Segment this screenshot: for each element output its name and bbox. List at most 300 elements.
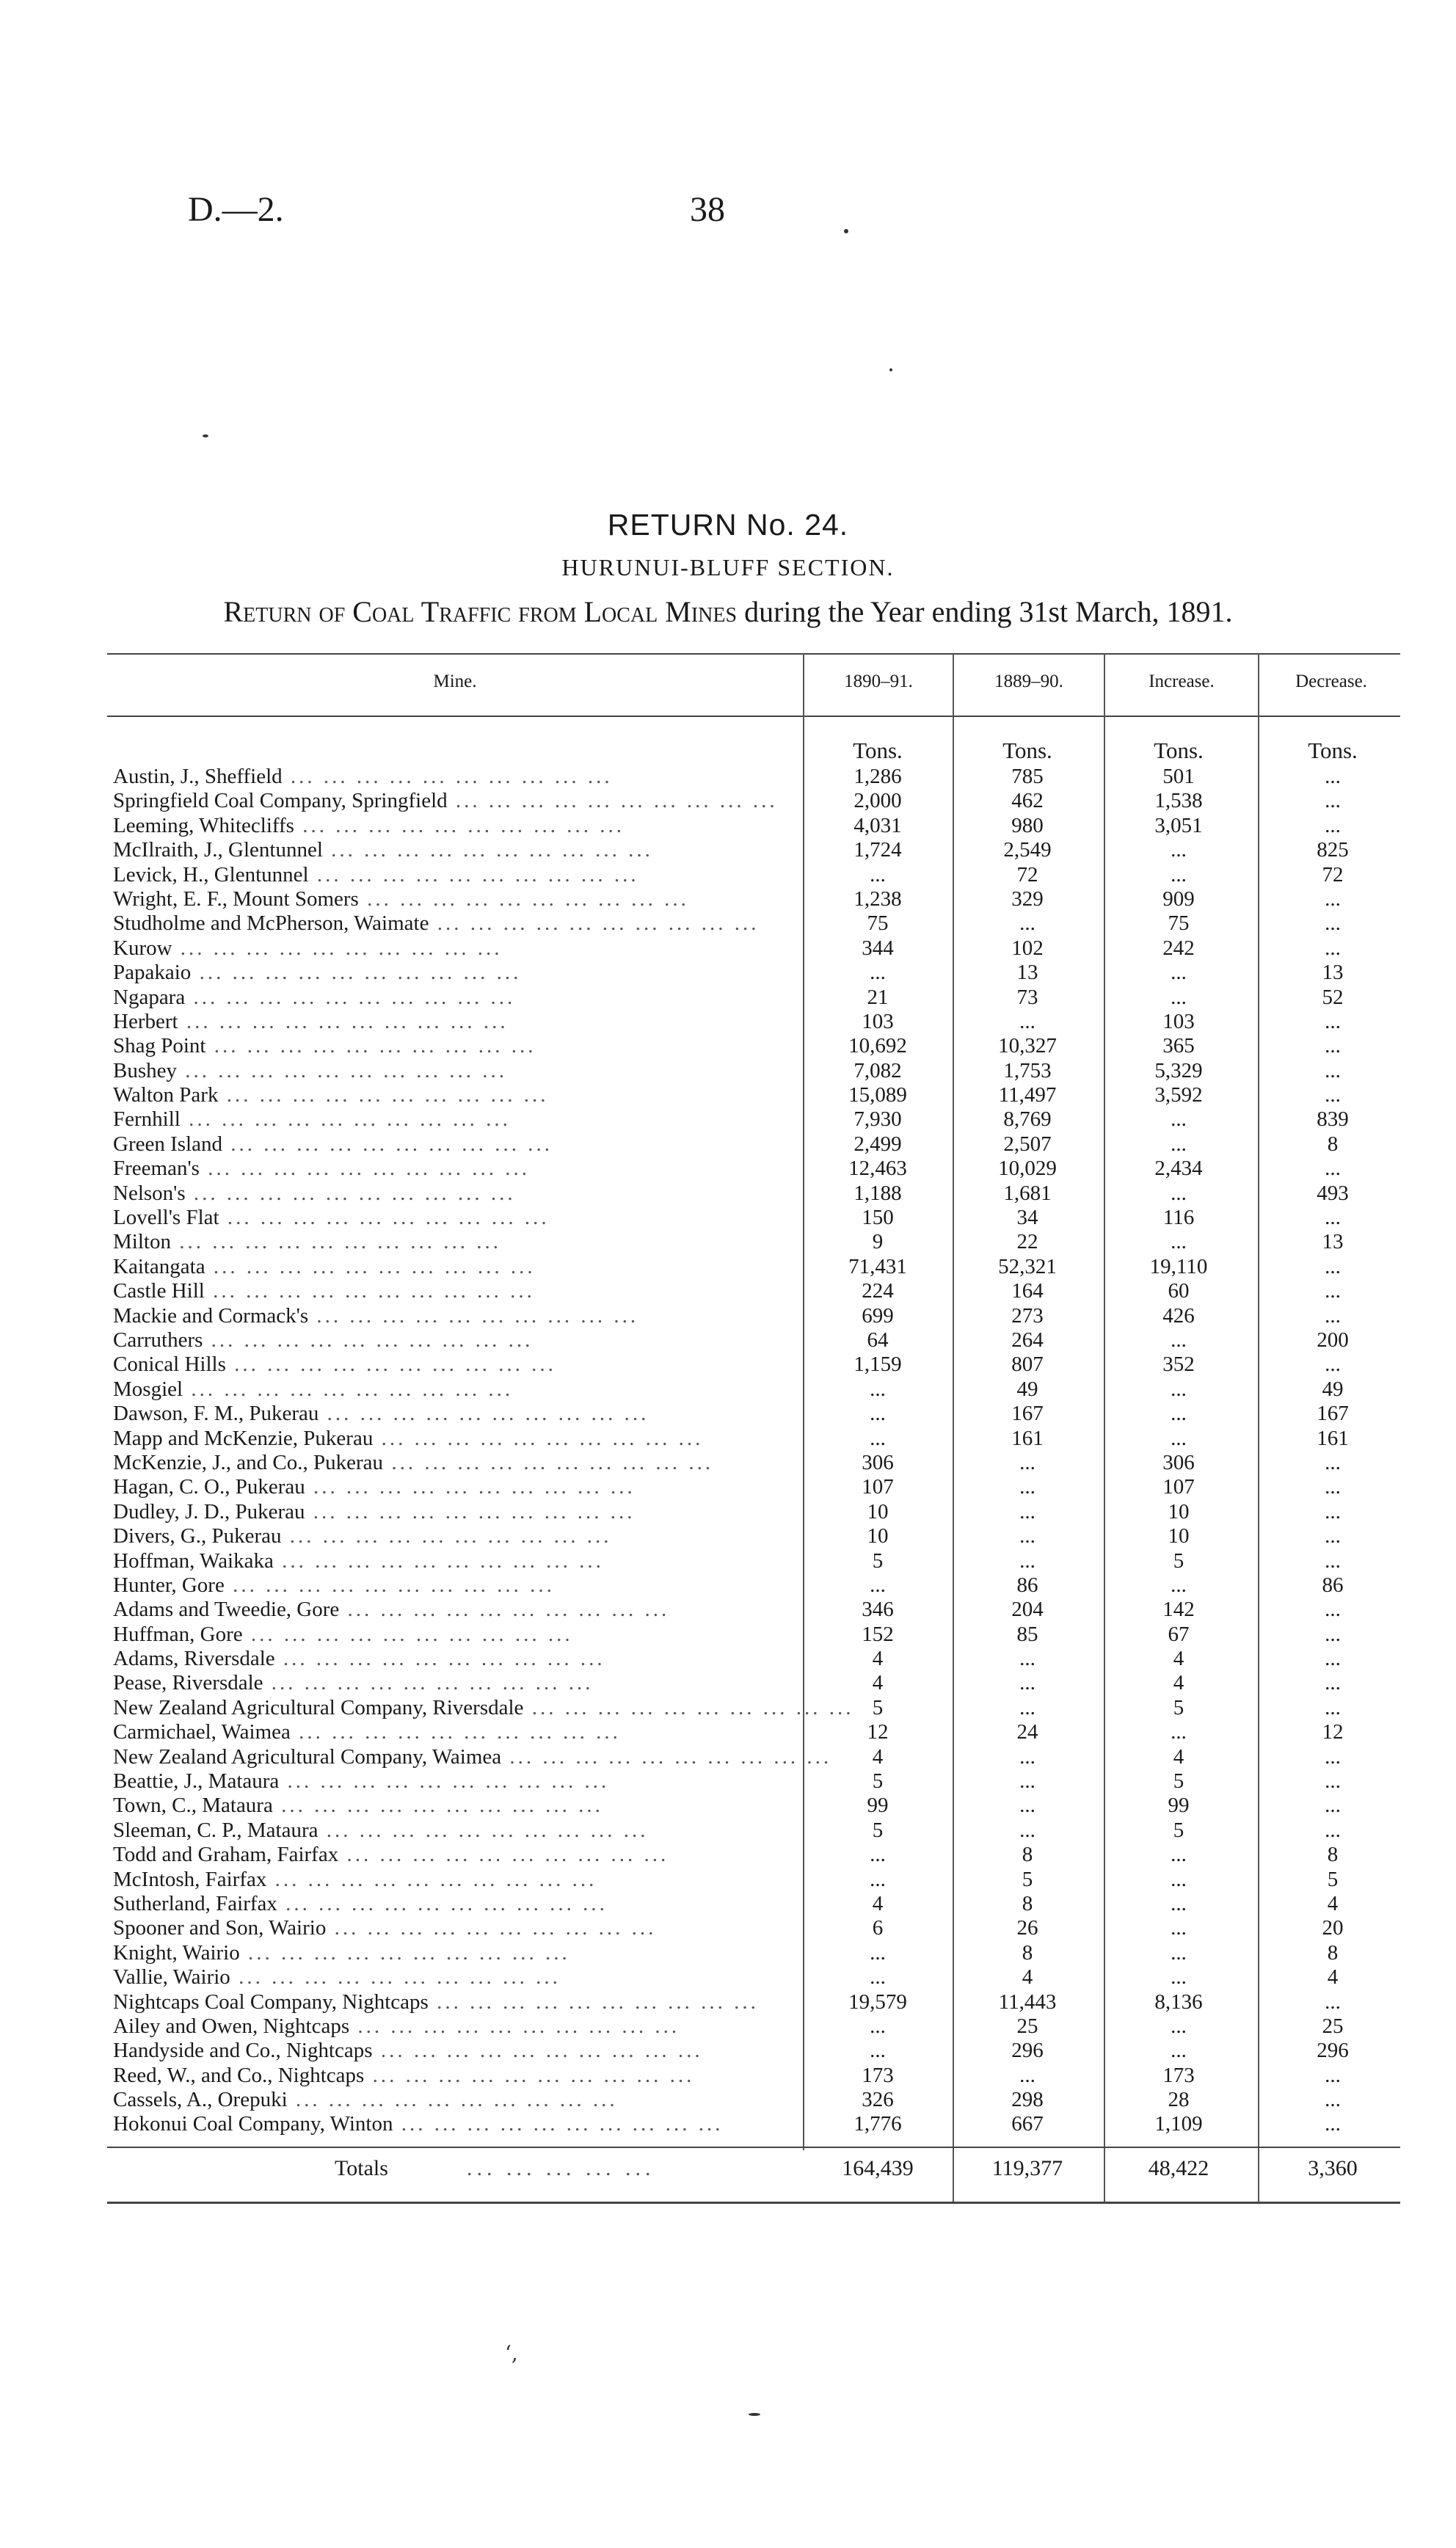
mine-name-text: Walton Park (113, 1083, 219, 1107)
cell-1889-90: ... (1019, 1524, 1035, 1548)
mine-name (113, 1965, 803, 1990)
section-title: HURUNUI-BLUFF SECTION. (561, 554, 895, 580)
return-title: RETURN No. 24. (607, 508, 849, 542)
leader-dots: ... ... ... ... ... ... ... ... ... ... (501, 1744, 832, 1769)
cell-1890-91: 99 (867, 1794, 889, 1818)
cell-decrease: ... (1325, 936, 1341, 960)
cell-1889-90: 2,549 (1003, 838, 1052, 862)
leader-dots: ... ... ... ... ... ... ... ... ... ... (180, 1107, 511, 1132)
leader-dots: ... ... ... ... ... ... ... ... ... ... (170, 1230, 501, 1254)
cell-1889-90: ... (1019, 1794, 1035, 1818)
mine-name (113, 1647, 803, 1671)
cell-decrease: 8 (1327, 1132, 1339, 1156)
mine-name-text: Bushey (113, 1058, 177, 1082)
table-row (107, 1059, 1400, 1083)
cell-1890-91: 5 (872, 1548, 884, 1573)
cell-decrease: 825 (1317, 838, 1349, 862)
mine-name (113, 911, 803, 936)
table-row (107, 1573, 1400, 1598)
leader-dots: ... ... ... ... ... ... ... ... ... ... (429, 911, 760, 936)
cell-1889-90: 10,327 (998, 1034, 1057, 1058)
leader-dots: ... ... ... ... ... ... ... ... ... ... (318, 1818, 649, 1842)
cell-1889-90: 34 (1016, 1206, 1038, 1230)
cell-increase: ... (1171, 2039, 1187, 2063)
print-speck (844, 229, 848, 233)
cell-increase: ... (1171, 961, 1187, 985)
cell-1889-90: ... (1019, 911, 1035, 936)
mine-name-text: Hagan, C. O., Pukerau (113, 1475, 305, 1499)
cell-1889-90: 10,029 (998, 1157, 1057, 1181)
mine-name-text: Austin, J., Sheffield (113, 765, 283, 788)
cell-1889-90: ... (1019, 1818, 1035, 1842)
cell-1889-90: ... (1019, 1769, 1035, 1794)
cell-1890-91: ... (870, 961, 886, 985)
mine-name (113, 2039, 803, 2063)
leader-dots: ... ... ... ... ... ... ... ... ... ... (205, 1034, 536, 1058)
totals-row (107, 2154, 1400, 2183)
mine-name-text: Divers, G., Pukerau (113, 1524, 282, 1548)
mine-name (113, 1230, 803, 1254)
totals-top-rule (107, 2147, 1400, 2148)
cell-increase: ... (1171, 1940, 1187, 1965)
mine-name-text: Cassels, A., Orepuki (113, 2088, 288, 2112)
leader-dots: ... ... ... ... ... ... ... ... ... ... (224, 1573, 555, 1597)
table-row (107, 814, 1400, 838)
table-row (107, 1377, 1400, 1402)
mine-name (113, 1744, 832, 1769)
mine-name-text: Milton (113, 1230, 171, 1254)
cell-1890-91: 150 (862, 1206, 894, 1230)
cell-1889-90: 25 (1016, 2014, 1038, 2038)
cell-increase: 242 (1162, 936, 1195, 960)
unit-label: Tons. (1308, 738, 1358, 763)
leader-dots: ... ... ... ... ... ... ... ... ... ... (274, 1647, 605, 1671)
cell-1890-91: ... (870, 1377, 886, 1401)
leader-dots: ... ... ... ... ... ... ... ... ... ... (178, 1009, 509, 1033)
cell-1889-90: 167 (1011, 1402, 1044, 1426)
mine-name (113, 1598, 803, 1622)
mine-name-text: Mosgiel (113, 1377, 183, 1401)
cell-1889-90: ... (1019, 1548, 1035, 1573)
col-header-mine: Mine. (433, 671, 477, 691)
cell-increase: ... (1171, 1107, 1187, 1132)
mine-name (113, 1377, 803, 1402)
mine-name (113, 1182, 803, 1206)
mine-name (113, 1034, 803, 1058)
cell-increase: 107 (1162, 1475, 1195, 1499)
cell-1890-91: 306 (862, 1450, 894, 1474)
leader-dots: ... ... ... ... ... ... ... ... ... ... (191, 961, 522, 985)
table-row (107, 1132, 1400, 1157)
cell-1889-90: 26 (1016, 1916, 1038, 1940)
mine-name (113, 1328, 803, 1353)
mine-name-text: Papakaio (113, 961, 192, 985)
cell-increase: 1,109 (1154, 2112, 1203, 2136)
leader-dots: ... ... ... ... ... ... ... ... ... ... (222, 1132, 553, 1156)
cell-1889-90: 24 (1016, 1720, 1038, 1744)
mine-name-text: Freeman's (113, 1157, 200, 1181)
cell-1890-91: 103 (862, 1009, 894, 1033)
caption-prefix: Return of Coal Traffic from Local Mines (223, 595, 738, 628)
mine-name (113, 1083, 803, 1107)
cell-increase: 8,136 (1154, 1990, 1203, 2014)
cell-increase: 10 (1168, 1499, 1190, 1524)
cell-increase: 103 (1162, 1009, 1195, 1033)
mine-name-text: Sutherland, Fairfax (113, 1891, 277, 1915)
cell-increase: 67 (1168, 1622, 1190, 1646)
cell-1889-90: 1,681 (1003, 1181, 1052, 1205)
cell-decrease: ... (1325, 2088, 1341, 2112)
cell-increase: 5,329 (1154, 1058, 1203, 1082)
table-row (107, 1427, 1400, 1451)
cell-increase: ... (1171, 1426, 1187, 1450)
print-speck (889, 368, 892, 371)
page-number: 38 (690, 190, 725, 229)
cell-1890-91: ... (870, 1940, 886, 1965)
leader-dots: ... ... ... ... ... ... ... ... ... ... (372, 2039, 703, 2063)
mine-name-text: Conical Hills (113, 1353, 226, 1377)
cell-1889-90: 1,753 (1003, 1058, 1052, 1082)
table-caption (0, 594, 1456, 629)
mine-name (113, 1059, 803, 1083)
cell-1890-91: 173 (862, 2063, 894, 2087)
cell-1890-91: 21 (867, 985, 889, 1009)
cell-increase: 5 (1173, 1695, 1184, 1719)
mine-name-text: Hoffman, Waikaka (113, 1548, 274, 1573)
cell-1890-91: 4 (872, 1891, 884, 1915)
table-row (107, 1745, 1400, 1769)
leader-dots: ... ... ... ... ... ... ... ... ... ... (373, 1426, 704, 1450)
table-row (107, 2039, 1400, 2063)
mine-name-text: Studholme and McPherson, Waimate (113, 911, 429, 936)
cell-1890-91: 1,188 (853, 1181, 902, 1205)
leader-dots: ... ... ... ... ... ... ... ... ... ... (305, 1499, 636, 1524)
table-row (107, 1696, 1400, 1720)
cell-1890-91: ... (870, 1402, 886, 1426)
cell-1890-91: 4 (872, 1647, 884, 1671)
cell-1889-90: ... (1019, 1499, 1035, 1524)
cell-decrease: ... (1325, 1254, 1341, 1278)
cell-increase: 116 (1162, 1206, 1195, 1230)
cell-increase: ... (1171, 1132, 1187, 1156)
mine-name-text: Hokonui Coal Company, Winton (113, 2112, 393, 2136)
mine-name (113, 765, 803, 789)
cell-increase: 2,434 (1154, 1157, 1203, 1181)
mine-name-text: Lovell's Flat (113, 1206, 219, 1230)
cell-decrease: ... (1325, 1034, 1341, 1058)
mine-name (113, 1549, 803, 1573)
table-row (107, 1107, 1400, 1132)
mine-name (113, 1132, 803, 1157)
cell-1890-91: 1,776 (853, 2112, 902, 2136)
table-row (107, 961, 1400, 985)
cell-decrease: ... (1325, 1794, 1341, 1818)
cell-1889-90: 11,497 (998, 1083, 1057, 1107)
table-row (107, 1868, 1400, 1892)
mine-name-text: Green Island (113, 1132, 222, 1156)
cell-1889-90: 5 (1022, 1867, 1033, 1891)
mine-name-text: Herbert (113, 1009, 178, 1033)
mine-name-text: Pease, Riversdale (113, 1671, 263, 1695)
cell-increase: 3,592 (1154, 1083, 1203, 1107)
table-row (107, 1990, 1400, 2014)
cell-decrease: ... (1325, 1303, 1341, 1328)
mine-name (113, 1843, 803, 1867)
mine-name-text: Ngapara (113, 985, 186, 1009)
cell-1889-90: 52,321 (998, 1254, 1057, 1278)
table-row (107, 789, 1400, 813)
table-row (107, 1451, 1400, 1475)
cell-decrease: ... (1325, 1695, 1341, 1719)
mine-name (113, 1157, 803, 1181)
cell-increase: 3,051 (1154, 813, 1203, 837)
mine-name (113, 1524, 803, 1548)
table-row (107, 765, 1400, 789)
cell-1890-91: 1,238 (853, 887, 902, 911)
mine-name (113, 1353, 803, 1377)
cell-1889-90: ... (1019, 1695, 1035, 1719)
mine-name (113, 1671, 803, 1695)
cell-decrease: 4 (1327, 1965, 1339, 1990)
cell-1890-91: 4,031 (853, 813, 902, 837)
cell-decrease: ... (1325, 1671, 1341, 1695)
mine-name-text: Dawson, F. M., Pukerau (113, 1402, 319, 1426)
cell-increase: 60 (1168, 1279, 1190, 1303)
cell-decrease: 13 (1322, 961, 1344, 985)
cell-1889-90: 785 (1011, 765, 1044, 788)
cell-decrease: ... (1325, 1353, 1341, 1377)
mine-name-text: Knight, Wairio (113, 1940, 240, 1965)
cell-1889-90: 11,443 (998, 1990, 1057, 2014)
table-row (107, 1819, 1400, 1843)
cell-1889-90: 8 (1022, 1940, 1033, 1965)
cell-1890-91: 5 (872, 1769, 884, 1794)
print-mark: ‘, (505, 2341, 518, 2365)
mine-name-text: New Zealand Agricultural Company, Waimea (113, 1744, 502, 1769)
caption-suffix: during the Year ending 31st March, 1891. (744, 595, 1233, 628)
cell-1889-90: ... (1019, 2063, 1035, 2087)
total-increase: 48,422 (1148, 2156, 1209, 2180)
table-row (107, 1279, 1400, 1303)
mine-name-text: Levick, H., Glentunnel (113, 862, 309, 887)
cell-increase: 909 (1162, 887, 1195, 911)
cell-decrease: ... (1325, 1475, 1341, 1499)
leader-dots: ... ... ... ... ... ... ... ... ... ... (305, 1475, 636, 1499)
cell-1890-91: 2,000 (853, 789, 902, 813)
mine-name-text: Ailey and Owen, Nightcaps (113, 2014, 350, 2038)
mine-name (113, 838, 803, 862)
table-row (107, 1500, 1400, 1524)
mine-name (113, 1941, 803, 1965)
leader-dots: ... ... ... ... ... ... ... ... ... ... (219, 1206, 550, 1230)
cell-1890-91: 107 (862, 1475, 894, 1499)
cell-1889-90: 273 (1011, 1303, 1044, 1328)
col-header-decrease: Decrease. (1295, 671, 1367, 691)
table-row (107, 1255, 1400, 1279)
cell-1890-91: 64 (867, 1328, 889, 1352)
table-bottom-rule (107, 2202, 1400, 2204)
mine-name-text: Mapp and McKenzie, Pukerau (113, 1426, 374, 1450)
mine-name (113, 789, 803, 813)
leader-dots: ... ... ... ... ... ... ... ... ... ... (277, 1891, 608, 1915)
table-row (107, 1892, 1400, 1916)
totals-label: Totals (335, 2156, 388, 2180)
cell-increase: ... (1171, 1843, 1187, 1867)
cell-1890-91: ... (870, 1867, 886, 1891)
cell-increase: 5 (1173, 1548, 1184, 1573)
cell-decrease: ... (1325, 1499, 1341, 1524)
cell-1890-91: 75 (867, 911, 889, 936)
total-1890-91: 164,439 (842, 2156, 914, 2180)
leader-dots: ... ... ... ... ... ... ... ... ... ... (185, 985, 516, 1009)
cell-1890-91: 699 (862, 1303, 894, 1328)
mine-name (113, 2112, 803, 2136)
leader-dots: ... ... ... ... ... ... ... ... ... ... (273, 1548, 604, 1573)
mine-name (113, 1255, 803, 1279)
table-row (107, 986, 1400, 1010)
cell-1890-91: 4 (872, 1671, 884, 1695)
mine-name (113, 814, 803, 838)
leader-dots: ... ... ... ... ... ... ... ... ... ... (523, 1695, 854, 1719)
cell-1890-91: 12 (867, 1720, 889, 1744)
cell-increase: ... (1171, 1230, 1187, 1254)
cell-increase: ... (1171, 1573, 1187, 1597)
cell-decrease: ... (1325, 911, 1341, 936)
cell-decrease: ... (1325, 2112, 1341, 2136)
table-row (107, 1524, 1400, 1548)
cell-1890-91: ... (870, 1965, 886, 1990)
mine-name (113, 863, 803, 887)
cell-decrease: ... (1325, 2063, 1341, 2087)
table-row (107, 1843, 1400, 1867)
mine-name (113, 887, 803, 911)
leader-dots: ... ... ... ... ... ... ... ... ... ... (266, 1867, 597, 1891)
mine-name-text: Spooner and Son, Wairio (113, 1916, 327, 1940)
page-reference: D.—2. (188, 190, 284, 229)
leader-dots: ... ... ... ... ... ... ... ... ... ... (358, 887, 689, 911)
cell-1890-91: 1,286 (853, 765, 902, 788)
cell-1889-90: ... (1019, 1671, 1035, 1695)
cell-1889-90: 161 (1011, 1426, 1044, 1450)
cell-increase: 306 (1162, 1450, 1195, 1474)
table-row (107, 2112, 1400, 2136)
cell-increase: 501 (1162, 765, 1195, 788)
leader-dots: ... ... ... ... ... ... ... ... ... ... (177, 1058, 507, 1082)
cell-1890-91: 15,089 (848, 1083, 907, 1107)
leader-dots: ... ... ... ... ... ... ... ... ... ... (242, 1622, 573, 1646)
cell-increase: ... (1171, 1965, 1187, 1990)
cell-decrease: ... (1325, 887, 1341, 911)
cell-decrease: ... (1325, 1206, 1341, 1230)
cell-1889-90: 329 (1011, 887, 1044, 911)
mine-name (113, 1819, 803, 1843)
leader-dots: ... ... ... ... ... ... ... ... ... ... (218, 1083, 549, 1107)
mine-name (113, 1623, 803, 1647)
cell-1889-90: ... (1019, 1744, 1035, 1769)
cell-1890-91: 4 (872, 1744, 884, 1769)
cell-decrease: 49 (1322, 1377, 1344, 1401)
leader-dots: ... ... ... ... ... ... ... ... ... ... (326, 1916, 657, 1940)
table-row (107, 1353, 1400, 1377)
mine-name (113, 1916, 803, 1940)
leader-dots: ... ... ... ... ... ... ... ... ... ... (172, 936, 503, 960)
table-row (107, 1598, 1400, 1622)
mine-name (113, 1500, 803, 1524)
cell-1889-90: 4 (1022, 1965, 1033, 1990)
mine-name (113, 1794, 803, 1818)
cell-1889-90: 102 (1011, 936, 1044, 960)
cell-increase: ... (1171, 1916, 1187, 1940)
table-row (107, 1965, 1400, 1990)
cell-decrease: ... (1325, 813, 1341, 837)
cell-decrease: 12 (1322, 1720, 1344, 1744)
unit-label: Tons. (853, 738, 903, 763)
cell-1890-91: 2,499 (853, 1132, 902, 1156)
table-row (107, 1916, 1400, 1940)
header-bottom-rule (107, 716, 1400, 717)
leader-dots: ... ... ... ... ... ... ... ... ... ... (349, 2014, 680, 2038)
leader-dots: ... ... ... ... ... ... ... ... ... ... (338, 1843, 669, 1867)
mine-name (113, 1990, 803, 2014)
mine-name-text: Adams and Tweedie, Gore (113, 1598, 340, 1622)
cell-decrease: 200 (1317, 1328, 1349, 1352)
mine-name-text: Leeming, Whitecliffs (113, 813, 294, 837)
cell-decrease: 839 (1317, 1107, 1349, 1132)
leader-dots: ... ... ... ... ... ... ... ... ... ... (281, 1524, 612, 1548)
table-row (107, 2088, 1400, 2112)
table-row (107, 1034, 1400, 1058)
mine-name (113, 936, 803, 961)
mine-name-text: Hunter, Gore (113, 1573, 225, 1597)
print-speck (203, 434, 208, 437)
table-row (107, 863, 1400, 887)
table-row (107, 838, 1400, 862)
cell-increase: ... (1171, 1720, 1187, 1744)
mine-name-text: Kurow (113, 936, 172, 960)
cell-increase: 75 (1168, 911, 1190, 936)
table-row (107, 1010, 1400, 1034)
table-row (107, 1794, 1400, 1818)
cell-decrease: 25 (1322, 2014, 1344, 2038)
cell-1890-91: 7,930 (853, 1107, 902, 1132)
leader-dots: ... ... ... ... ... ... ... ... ... ... (239, 1940, 570, 1965)
cell-decrease: ... (1325, 789, 1341, 813)
table-row (107, 1671, 1400, 1695)
cell-1890-91: 10 (867, 1524, 889, 1548)
mine-name (113, 1451, 803, 1475)
leader-dots: ... ... ... ... ... ... ... ... ... ... (322, 838, 653, 862)
mine-name (113, 2014, 803, 2039)
leader-dots: ... ... ... ... ... ... ... ... ... ... (428, 1990, 759, 2014)
cell-1890-91: 1,724 (853, 838, 902, 862)
cell-1889-90: 8,769 (1003, 1107, 1052, 1132)
cell-1889-90: 73 (1016, 985, 1038, 1009)
leader-dots: ... ... ... ... ... ... ... ... ... ... (393, 2112, 724, 2136)
cell-decrease: ... (1325, 1548, 1341, 1573)
mine-name-text: Vallie, Wairio (113, 1965, 230, 1990)
cell-decrease: ... (1325, 1647, 1341, 1671)
mine-name (113, 1868, 803, 1892)
cell-1889-90: 807 (1011, 1353, 1044, 1377)
leader-dots: ... ... ... ... ... ... ... ... ... ... (279, 1769, 610, 1794)
mine-name (113, 1206, 803, 1230)
table-row (107, 1157, 1400, 1181)
cell-1889-90: ... (1019, 1475, 1035, 1499)
table-row (107, 1769, 1400, 1794)
mine-name-text: Springfield Coal Company, Springfield (113, 789, 448, 813)
mine-name (113, 1720, 803, 1744)
cell-increase: ... (1171, 1328, 1187, 1352)
